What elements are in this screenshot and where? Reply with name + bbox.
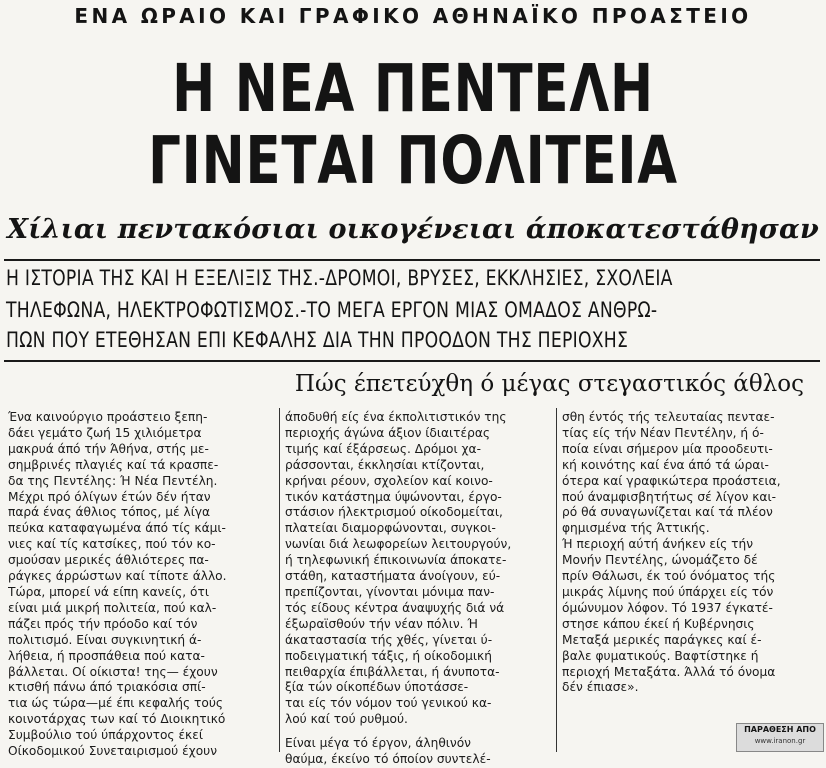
article-line: κή κοινότης καί ένα άπό τά ώραι- [562, 457, 769, 472]
article-line: έξωραϊσθούν τήν νέαν πόλιν. Ή [285, 616, 479, 631]
article-line: σμούσαν μερικές άθλιότερες πα- [8, 553, 209, 568]
article-line: ή τηλεφωνική έπικοινωνία άποκατε- [285, 553, 507, 568]
article-line: κρήναι ρέουν, σχολείον καί κοινο- [285, 473, 493, 488]
summary-line-2: ΤΗΛΕΦΩΝΑ, ΗΛΕΚΤΡΟΦΩΤΙΣΜΟΣ.-ΤΟ ΜΕΓΑ ΕΡΓΟΝ ΜΙΑΣ ΟΜΑΔΟΣ ΑΝΘΡΩ- [6, 298, 658, 322]
article-line: περιοχή Μεταξάτα. Άλλά τό όνομα [562, 664, 776, 679]
article-line: στάσιον ήλεκτρισμού οίκοδομείται, [285, 505, 503, 520]
article-line: περιοχής άγώνα άξιον ίδιαιτέρας [285, 425, 491, 440]
article-line: φημισμένα τής Άττικής. [562, 521, 710, 536]
article-line: ποία είναι σήμερον μία προοδευτι- [562, 441, 773, 456]
article-line: στησε κάπου έκεί ή Κυβέρνησις [562, 616, 755, 631]
article-line: στάθη, καταστήματα άνοίγουν, εύ- [285, 569, 501, 584]
article-line: βάλλεται. Οί οίκιστα! της— έχουν [8, 664, 218, 679]
article-line: πρεπίζονται, γίνονται μόνιμα παν- [285, 584, 495, 599]
article-line: μακρυά άπό τήν Άθήνα, στής με- [8, 441, 209, 456]
article-line: πού άναμφισβητήτως σέ λίγον και- [562, 489, 776, 504]
article-line: Μονήν Πεντέλης, ώνομάζετο δέ [562, 553, 758, 568]
article-line: Είναι μέγα τό έργον, άληθινόν [285, 736, 471, 751]
article-line: δα της Πεντέλης: Ή Νέα Πεντέλη. [8, 473, 218, 488]
article-line: τια ώς τώρα—μέ έπι κεφαλής τούς [8, 696, 224, 711]
section-title: Πώς έπετεύχθη ό μέγας στεγαστικός άθλος [294, 371, 804, 397]
article-line: σθη έντός τής τελευταίας πενταε- [562, 410, 775, 424]
article-line: νιες καί τίς κατσίκες, πού τόν κο- [8, 537, 216, 552]
article-line: ράγκες άρρώστων καί τίποτε άλλο. [8, 569, 227, 584]
subheadline: Χίλιαι πεντακόσιαι οικογένειαι άποκατεστάθησαν [7, 214, 819, 245]
article-line: Τώρα, μπορεί νά είπη κανείς, ότι [8, 584, 209, 599]
article-line: τός είδους κέντρα άναψυχής διά νά [285, 600, 505, 615]
summary-line-3: ΠΩΝ ΠΟΥ ΕΤΕΘΗΣΑΝ ΕΠΙ ΚΕΦΑΛΗΣ ΔΙΑ ΤΗΝ ΠΡΟΟΔΟΝ ΤΗΣ ΠΕΡΙΟΧΗΣ [6, 328, 629, 352]
article-line: βαλε φυματικούς. Βαφτίστηκε ή [562, 648, 759, 663]
article-line: ράσσονται, έκκλησίαι κτίζονται, [285, 457, 485, 472]
article-line: Ή περιοχή αύτή άνήκεν είς τήν [562, 537, 754, 552]
stamp-url: www.iranon.gr [754, 737, 806, 745]
article-line: πειθαρχία έπιβάλλεται, ή άνυποτα- [285, 664, 500, 679]
article-line: ξία τών οίκοπέδων ύποτάσσε- [285, 680, 469, 695]
divider-bottom [4, 360, 820, 362]
stamp-title: ΠΑΡΑΘΕΣΗ ΑΠΟ [744, 725, 816, 734]
article-line: ρό θά συναγωνίζεται καί τά πλέον [562, 505, 773, 520]
article-column-3 [562, 410, 820, 696]
article-line: παρά ένας άθλιος τόπος, μέ λίγα [8, 505, 211, 520]
article-line: τικόν κατάστημα ύψώνονται, έργο- [285, 489, 502, 504]
article-line: Συμβούλιο τού ύπάρχοντος έκεί [8, 728, 203, 743]
article-line: άκαταστασία τής χθές, γίνεται ύ- [285, 632, 493, 647]
article-line: όμώνυμον λόφον. Τό 1937 έγκατέ- [562, 600, 773, 615]
article-line: ται είς τόν νόμον τού γενικού κα- [285, 696, 492, 711]
article-line: Οίκοδομικού Συνεταιρισμού έχουν [8, 744, 218, 759]
source-stamp [736, 723, 824, 752]
article-line: ποδειγματική τάξις, ή οίκοδομική [285, 648, 492, 663]
article-line: τιμής καί έξάρσεως. Δρόμοι χα- [285, 441, 481, 456]
article-line: θαύμα, έκείνο τό όποίον συντελέ- [285, 752, 491, 767]
article-line: ότερα καί γραφικώτερα προάστεια, [562, 473, 781, 488]
article-line: Ένα καινούργιο προάστειο ξεπη- [8, 410, 208, 424]
article-line: νωνίαι διά λεωφορείων λειτουργούν, [285, 537, 512, 552]
article-line: πρίν Θάλωσι, έκ τού όνόματος τής [562, 569, 776, 584]
article-line: πλατείαι διαμορφώνονται, συγκοι- [285, 521, 496, 536]
article-line: πάζει πρός τήν πρόοδο καί τόν [8, 616, 198, 631]
article-column-2 [285, 410, 551, 768]
article-column-1 [8, 410, 274, 760]
article-line: μικράς λίμνης πού ύπάρχει είς τόν [562, 584, 774, 599]
column-divider [279, 408, 280, 752]
article-line: Μεταξά μερικές παράγκες καί έ- [562, 632, 762, 647]
article-line: πολιτισμό. Είναι συγκινητική ά- [8, 632, 202, 647]
article-line: κτισθή πάνω άπό τριακόσια σπί- [8, 680, 206, 695]
article-line: άποδυθή είς ένα έκπολιτιστικόν της [285, 410, 507, 424]
divider-top [4, 259, 820, 261]
article-line: Μέχρι πρό όλίγων έτών δέν ήταν [8, 489, 211, 504]
summary-line-1: Η ΙΣΤΟΡΙΑ ΤΗΣ ΚΑΙ Η ΕΞΕΛΙΞΙΣ ΤΗΣ.-ΔΡΟΜΟΙ, ΒΡΥΣΕΣ, ΕΚΚΛΗΣΙΕΣ, ΣΧΟΛΕΙΑ [6, 266, 673, 290]
headline-line-2: ΓΙΝΕΤΑΙ ΠΟΛΙΤΕΙΑ [148, 122, 678, 199]
article-line: πεύκα καταφαγωμένα άπό τίς κάμι- [8, 521, 226, 536]
article-line: δάει γεμάτο ζωή 15 χιλιόμετρα [8, 425, 202, 440]
article-line: τίας είς τήν Νέαν Πεντέλην, ή ό- [562, 425, 764, 440]
article-line: είναι μιά μικρή πολιτεία, πού καλ- [8, 600, 217, 615]
kicker-line: ΕΝΑ ΩΡΑΙΟ ΚΑΙ ΓΡΑΦΙΚΟ ΑΘΗΝΑΪΚΟ ΠΡΟΑΣΤΕΙΟ [74, 4, 752, 28]
article-line: σημβρινές πλαγιές καί τά κρασπε- [8, 457, 219, 472]
headline-line-1: Η ΝΕΑ ΠΕΝΤΕΛΗ [172, 50, 654, 127]
article-line: κοινοτάρχας των καί τό Διοικητικό [8, 712, 226, 727]
article-line: δέν έπιασε». [562, 680, 639, 695]
article-line: λού καί τού ρυθμού. [285, 712, 408, 727]
article-line [285, 728, 551, 736]
column-divider [556, 408, 557, 752]
article-line: λήθεια, ή προσπάθεια πού κατα- [8, 648, 205, 663]
